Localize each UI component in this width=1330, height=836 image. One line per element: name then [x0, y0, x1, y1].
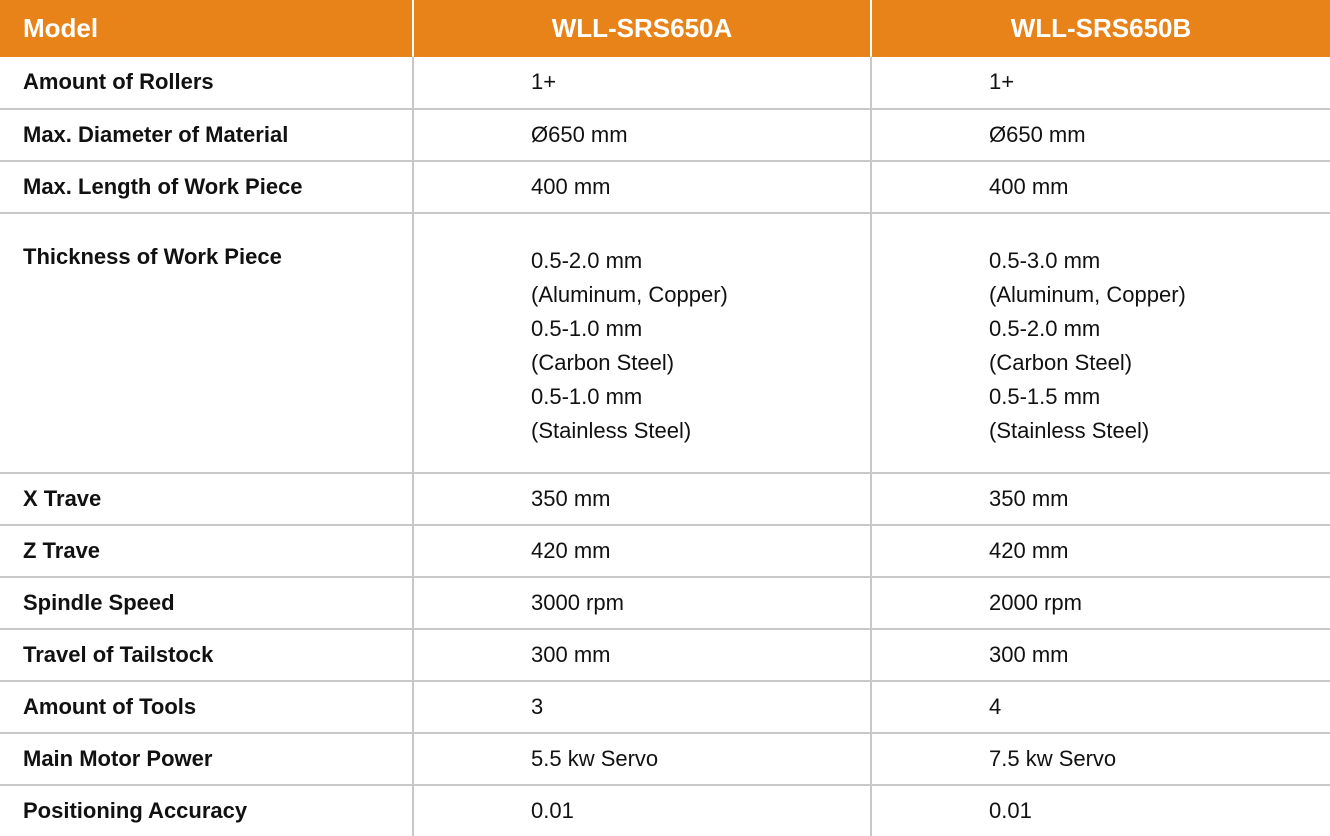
model-b-value: 350 mm — [871, 473, 1330, 525]
model-b-value: 2000 rpm — [871, 577, 1330, 629]
model-b-value: 420 mm — [871, 525, 1330, 577]
header-label: Model — [0, 0, 413, 57]
model-a-value: 420 mm — [413, 525, 871, 577]
model-b-value: 300 mm — [871, 629, 1330, 681]
model-a-value: 0.01 — [413, 785, 871, 836]
table-row — [0, 473, 1330, 525]
table-row — [0, 733, 1330, 785]
table-row — [0, 629, 1330, 681]
value-line: (Carbon Steel) — [989, 350, 1133, 375]
value-line: (Aluminum, Copper) — [531, 282, 728, 307]
model-b-value: 7.5 kw Servo — [871, 733, 1330, 785]
table-row — [0, 577, 1330, 629]
model-a-value: 350 mm — [413, 473, 871, 525]
value-line: (Aluminum, Copper) — [989, 282, 1186, 307]
value-line: 0.5-2.0 mm — [531, 248, 643, 273]
value-line: (Stainless Steel) — [531, 418, 692, 443]
model-b-value: 400 mm — [871, 161, 1330, 213]
value-line: 0.5-1.5 mm — [989, 384, 1101, 409]
model-a-value: Ø650 mm — [413, 109, 871, 161]
row-label: Main Motor Power — [0, 733, 413, 785]
row-label: Travel of Tailstock — [0, 629, 413, 681]
row-label: Max. Diameter of Material — [0, 109, 413, 161]
value-line: (Carbon Steel) — [531, 350, 675, 375]
value-line: 0.5-2.0 mm — [989, 316, 1101, 341]
table-row — [0, 109, 1330, 161]
table-row — [0, 57, 1330, 109]
model-b-value: Ø650 mm — [871, 109, 1330, 161]
value-line: 0.5-1.0 mm — [531, 316, 643, 341]
table-row — [0, 525, 1330, 577]
model-a-value: 1+ — [413, 57, 871, 109]
table-row — [0, 213, 1330, 473]
model-b-value: 4 — [871, 681, 1330, 733]
row-label: Z Trave — [0, 525, 413, 577]
row-label: Spindle Speed — [0, 577, 413, 629]
model-b-value: 0.01 — [871, 785, 1330, 836]
model-a-value: 5.5 kw Servo — [413, 733, 871, 785]
model-b-header: WLL-SRS650B — [871, 0, 1330, 57]
table-row — [0, 681, 1330, 733]
model-a-value: 400 mm — [413, 161, 871, 213]
table-row — [0, 161, 1330, 213]
model-a-header: WLL-SRS650A — [413, 0, 871, 57]
model-b-value — [871, 213, 1330, 473]
value-line: 0.5-3.0 mm — [989, 248, 1101, 273]
row-label: Max. Length of Work Piece — [0, 161, 413, 213]
row-label: Positioning Accuracy — [23, 798, 248, 823]
model-a-value — [413, 213, 871, 473]
model-a-value: 3000 rpm — [413, 577, 871, 629]
row-label: X Trave — [0, 473, 413, 525]
header-row — [0, 0, 1330, 57]
value-line: 0.5-1.0 mm — [531, 384, 643, 409]
table-row — [0, 785, 1330, 836]
value-line: (Stainless Steel) — [989, 418, 1150, 443]
row-label: Amount of Rollers — [0, 57, 413, 109]
row-label: Amount of Tools — [0, 681, 413, 733]
row-label: Thickness of Work Piece — [0, 213, 413, 473]
model-a-value: 3 — [413, 681, 871, 733]
model-b-value: 1+ — [871, 57, 1330, 109]
model-a-value: 300 mm — [413, 629, 871, 681]
